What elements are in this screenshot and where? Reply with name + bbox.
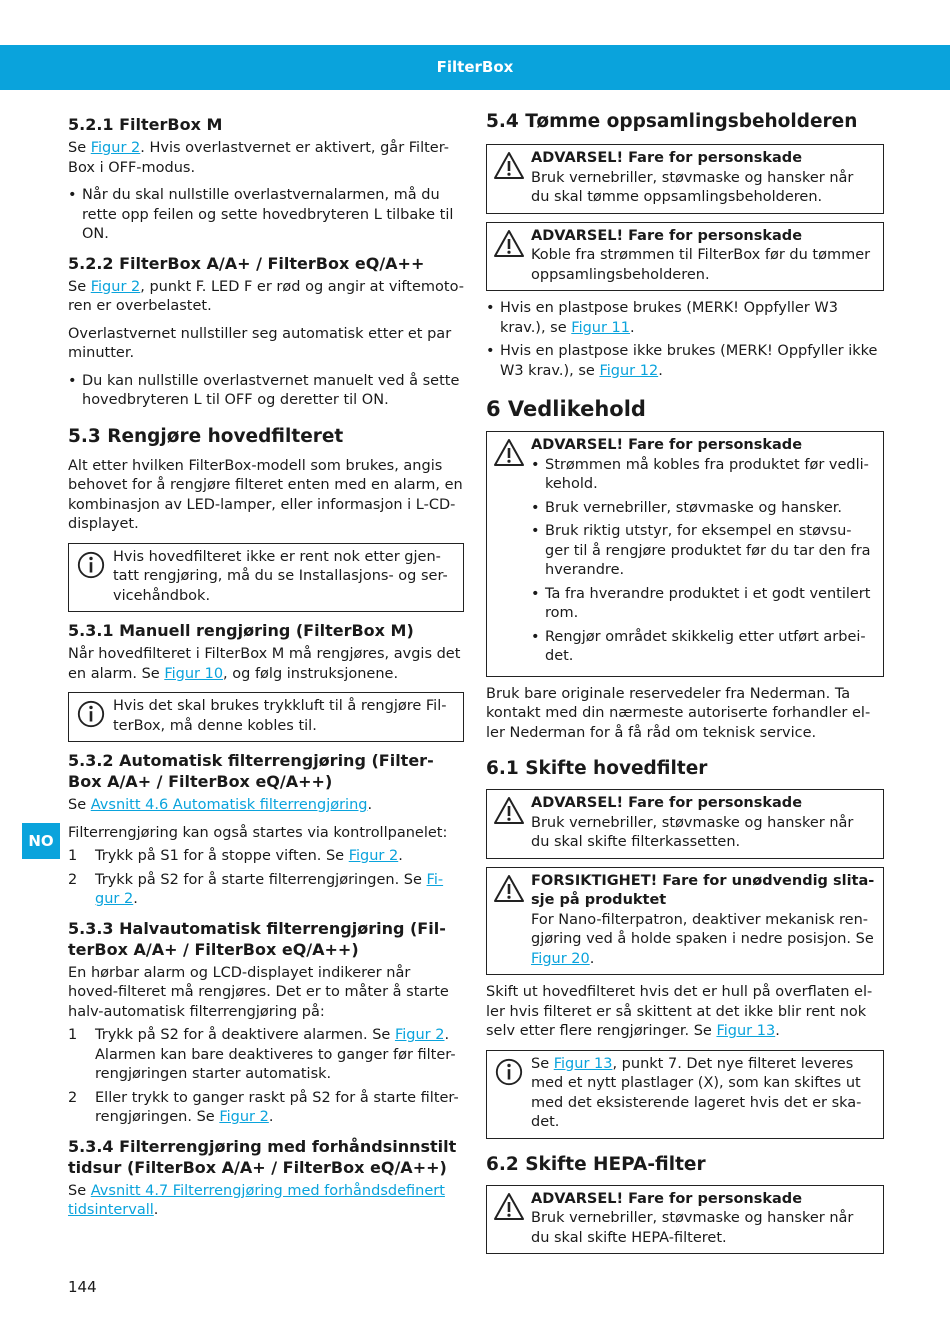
paragraph: Se Figur 2, punkt F. LED F er rød og angir at viftemoto-ren er overbelastet.	[68, 278, 464, 314]
info-icon	[75, 550, 107, 580]
list-item: 1 Trykk på S2 for å deaktivere alarmen. Se Figur 2. Alarmen kan bare deaktiveres to ganger før filter-rengjøringen starter automatisk.	[68, 1027, 456, 1082]
numbered-list	[68, 847, 464, 910]
warning-text: Bruk vernebriller, støvmaske og hansker når du skal tømme oppsamlingsbeholderen.	[531, 169, 854, 205]
warning-icon	[493, 229, 525, 259]
link-figur-10[interactable]: Figur 10	[164, 665, 224, 682]
link-figur-2[interactable]: Figur 2	[90, 278, 141, 295]
warning-icon	[493, 438, 525, 468]
warning-title: ADVARSEL! Fare for personskade	[531, 150, 803, 166]
warning-icon	[493, 151, 525, 181]
info-box	[486, 1050, 884, 1139]
bullet-list	[68, 372, 464, 411]
bullet-list	[68, 186, 464, 245]
warning-list	[531, 456, 875, 667]
link-figur-20[interactable]: Figur 20	[531, 950, 590, 967]
info-box	[68, 692, 464, 742]
list-item: 2 Eller trykk to ganger raskt på S2 for å starte filter-rengjøringen. Se Figur 2.	[68, 1089, 459, 1125]
page-number: 144	[68, 1278, 97, 1296]
list-item: • Når du skal nullstille overlastvernalarmen, må du rette opp feilen og sette hovedbryteren L tilbake til ON.	[68, 186, 464, 245]
section-5-3-2-heading: 5.3.2 Automatisk filterrengjøring (Filter-Box A/A+ / FilterBox eQ/A++)	[68, 751, 434, 791]
list-item: • Du kan nullstille overlastvernet manuelt ved å sette hovedbryteren L til OFF og deretter til ON.	[68, 372, 464, 411]
list-item: • Bruk vernebriller, støvmaske og hansker.	[531, 499, 875, 519]
section-6-1-heading: 6.1 Skifte hovedfilter	[486, 758, 708, 779]
paragraph: Se Figur 2. Hvis overlastvernet er aktivert, går Filter-Box i OFF-modus.	[68, 140, 449, 176]
warning-icon	[493, 796, 525, 826]
numbered-list	[68, 1026, 464, 1128]
section-5-2-2-heading: 5.2.2 FilterBox A/A+ / FilterBox eQ/A++	[68, 253, 425, 273]
section-5-3-3-heading: 5.3.3 Halvautomatisk filterrengjøring (Fil-terBox A/A+ / FilterBox eQ/A++)	[68, 918, 446, 959]
list-item: • Strømmen må kobles fra produktet før vedli-kehold.	[531, 456, 875, 495]
info-text: Se Figur 13, punkt 7. Det nye filteret leveres med et nytt plastlager (X), som kan skiftes ut med det eksisterende lageret hvis det er ska-det.	[531, 1055, 862, 1130]
left-column	[68, 108, 464, 1229]
link-figur-11[interactable]: Figur 11	[571, 319, 631, 336]
list-item: • Ta fra hverandre produktet i et godt ventilert rom.	[531, 585, 875, 624]
warning-text: Bruk vernebriller, støvmaske og hansker når du skal skifte filterkassetten.	[531, 814, 854, 850]
info-text: Hvis hovedfilteret ikke er rent nok etter gjen-tatt rengjøring, må du se Installasjons- og ser-vicehåndbok.	[113, 548, 448, 604]
link-figur-2[interactable]: Fi-gur 2	[95, 871, 444, 907]
list-item: • Hvis en plastpose ikke brukes (MERK! Oppfyller ikke W3 krav.), se Figur 12.	[486, 342, 884, 381]
info-text: Hvis det skal brukes trykkluft til å rengjøre Fil-terBox, må denne kobles til.	[113, 698, 447, 734]
paragraph: Når hovedfilteret i FilterBox M må rengjøres, avgis det en alarm. Se Figur 10, og følg instruksjonene.	[68, 646, 461, 682]
warning-box	[486, 1185, 884, 1255]
warning-title: ADVARSEL! Fare for personskade	[531, 227, 803, 244]
link-figur-2[interactable]: Figur 2	[90, 140, 141, 156]
link-avsnitt-4-6[interactable]: Avsnitt 4.6 Automatisk filterrengjøring	[90, 797, 368, 813]
warning-text: Bruk vernebriller, støvmaske og hansker når du skal skifte HEPA-filteret.	[531, 1210, 854, 1246]
caution-text: For Nano-filterpatron, deaktiver mekanisk ren-gjøring ved å holde spaken i nedre posisjon. Se Figur 20.	[531, 911, 874, 967]
paragraph: Skift ut hovedfilteret hvis det er hull på overflaten el-ler hvis filteret er så skittent at det ikke blir rent nok selv etter flere rengjøringer. Se Figur 13.	[486, 984, 873, 1039]
paragraph: En hørbar alarm og LCD-displayet indikerer når hoved-filteret må rengjøres. Det er to måter å starte halv-automatisk filterrengjøring på:	[68, 964, 449, 1020]
paragraph: Se Avsnitt 4.6 Automatisk filterrengjøring.	[68, 797, 373, 813]
warning-icon	[493, 1192, 525, 1222]
link-figur-13[interactable]: Figur 13	[716, 1023, 776, 1039]
warning-box	[486, 222, 884, 292]
link-figur-13[interactable]: Figur 13	[553, 1055, 613, 1072]
paragraph: Bruk bare originale reservedeler fra Nederman. Ta kontakt med din nærmeste autoriserte forhandler el-ler Nederman for å få råd om teknisk service.	[486, 685, 871, 741]
section-6-2-heading: 6.2 Skifte HEPA-filter	[486, 1153, 706, 1175]
warning-title: ADVARSEL! Fare for personskade	[531, 437, 803, 453]
section-5-2-1-heading: 5.2.1 FilterBox M	[68, 115, 223, 134]
info-icon	[75, 699, 107, 729]
warning-box	[486, 789, 884, 859]
link-figur-2[interactable]: Figur 2	[394, 1027, 445, 1043]
header-title: FilterBox	[436, 58, 514, 76]
link-avsnitt-4-7[interactable]: Avsnitt 4.7 Filterrengjøring med forhåndsdefinert tidsintervall	[68, 1182, 445, 1218]
right-column	[486, 108, 884, 1262]
paragraph: Se Avsnitt 4.7 Filterrengjøring med forhåndsdefinert tidsintervall.	[68, 1182, 445, 1218]
list-item: • Rengjør området skikkelig etter utført arbei-det.	[531, 628, 875, 667]
warning-box	[486, 144, 884, 214]
warning-title: ADVARSEL! Fare for personskade	[531, 1190, 803, 1207]
list-item: 2 Trykk på S2 for å starte filterrengjøringen. Se Fi-gur 2.	[68, 871, 444, 907]
info-icon	[493, 1057, 525, 1087]
caution-box	[486, 867, 884, 976]
page-header	[0, 45, 950, 90]
section-5-3-1-heading: 5.3.1 Manuell rengjøring (FilterBox M)	[68, 621, 414, 640]
section-5-3-4-heading: 5.3.4 Filterrengjøring med forhåndsinnstilt tidsur (FilterBox A/A+ / FilterBox eQ/A++)	[68, 1136, 457, 1177]
link-figur-2[interactable]: Figur 2	[219, 1109, 269, 1125]
list-item: • Bruk riktig utstyr, for eksempel en støvsu-ger til å rengjøre produktet før du tar den fra hverandre.	[531, 522, 875, 581]
section-5-3-heading: 5.3 Rengjøre hovedfilteret	[68, 425, 344, 447]
language-tab: NO	[22, 823, 60, 859]
paragraph: Filterrengjøring kan også startes via kontrollpanelet:	[68, 824, 448, 841]
warning-icon	[493, 874, 525, 904]
section-6-heading: 6 Vedlikehold	[486, 397, 646, 421]
list-item: • Hvis en plastpose brukes (MERK! Oppfyller W3 krav.), se Figur 11.	[486, 299, 884, 338]
warning-box	[486, 431, 884, 677]
link-figur-2[interactable]: Figur 2	[348, 848, 399, 864]
warning-text: Koble fra strømmen til FilterBox før du tømmer oppsamlingsbeholderen.	[531, 247, 871, 283]
link-figur-12[interactable]: Figur 12	[599, 362, 659, 379]
paragraph: Overlastvernet nullstiller seg automatisk etter et par minutter.	[68, 325, 452, 361]
list-item: 1 Trykk på S1 for å stoppe viften. Se Figur 2.	[68, 848, 403, 864]
paragraph: Alt etter hvilken FilterBox-modell som brukes, angis behovet for å rengjøre filteret enten med en alarm, en kombinasjon av LED-lamper, eller informasjon i L-CD-displayet.	[68, 457, 463, 532]
caution-title: FORSIKTIGHET! Fare for unødvendig slita-sje på produktet	[531, 872, 875, 908]
bullet-list	[486, 299, 884, 381]
section-5-4-heading: 5.4 Tømme oppsamlingsbeholderen	[486, 111, 858, 132]
warning-title: ADVARSEL! Fare for personskade	[531, 795, 803, 811]
info-box	[68, 543, 464, 613]
